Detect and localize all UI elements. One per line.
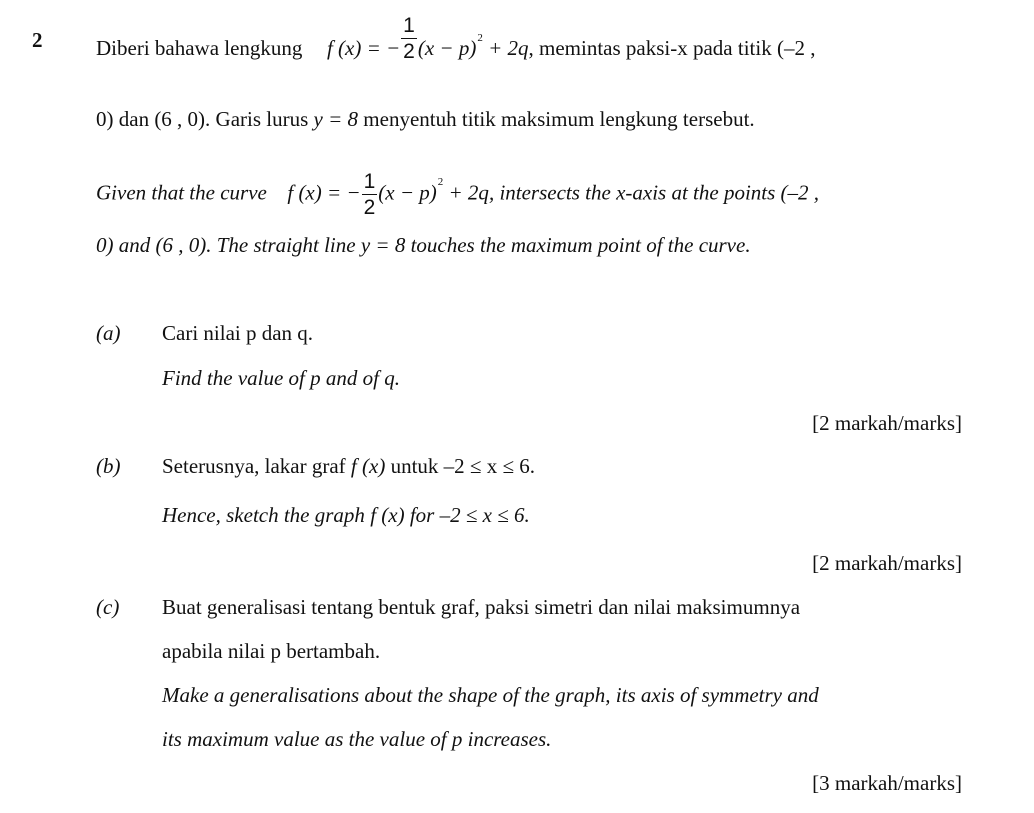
stem-ms-line2-a: 0) dan (6 , 0). Garis lurus [96, 107, 309, 131]
part-b-marks: [2 markah/marks] [812, 551, 962, 575]
question-number: 2 [32, 28, 43, 52]
equation-fraction [401, 15, 417, 62]
fraction-numerator: 1 [403, 13, 415, 37]
part-a-marks: [2 markah/marks] [812, 411, 962, 435]
stem-ms-line2 [96, 109, 755, 130]
part-b-en [162, 505, 530, 526]
equation-inner-en: (x − p) [378, 180, 437, 205]
stem-ms-line2-b: menyentuh titik maksimum lengkung tersebut. [363, 107, 755, 131]
equation-tail: + 2q [488, 36, 529, 60]
equation-inner: (x − p) [417, 36, 477, 60]
fraction-numerator-en: 1 [363, 170, 376, 193]
equation-power: 2 [477, 32, 483, 44]
equation-lhs-en: f (x) = − [287, 180, 361, 205]
part-c-marks: [3 markah/marks] [812, 771, 962, 795]
part-b-label: (b) [96, 454, 121, 478]
part-b-ms-after: untuk –2 ≤ x ≤ 6. [390, 454, 535, 478]
part-c-en-line2: its maximum value as the value of p increases. [162, 727, 552, 751]
stem-ms-line1-after: , memintas paksi-x pada titik (–2 , [528, 36, 816, 60]
fraction-denominator-en: 2 [363, 196, 376, 219]
stem-ms-line1-before: Diberi bahawa lengkung [96, 36, 303, 60]
part-b-ms-before: Seterusnya, lakar graf [162, 454, 346, 478]
stem-en-line2-b: touches the maximum point of the curve. [410, 233, 751, 257]
part-a-label: (a) [96, 321, 121, 345]
part-c-en-line1: Make a generalisations about the shape of the graph, its axis of symmetry and [162, 683, 819, 707]
stem-en-line2-a: 0) and (6 , 0). The straight line [96, 233, 356, 257]
equation-fraction-en [362, 171, 378, 218]
stem-en-line1 [96, 171, 819, 218]
stem-en-line1-after: , intersects the x-axis at the points (–2 , [488, 180, 820, 205]
line-equation-en: y = 8 [360, 233, 406, 257]
equation-tail-en: + 2q [448, 180, 489, 205]
equation-power-en: 2 [437, 176, 444, 189]
part-a-ms: Cari nilai p dan q. [162, 321, 314, 345]
equation-lhs: f (x) = − [326, 36, 401, 60]
part-b-en-after: for –2 ≤ x ≤ 6. [409, 503, 530, 527]
part-a-en: Find the value of p and of q. [162, 366, 400, 390]
stem-ms-line1 [96, 13, 816, 63]
part-b-en-before: Hence, sketch the graph [162, 503, 365, 527]
fraction-denominator: 2 [403, 39, 415, 63]
part-b-ms [162, 456, 535, 477]
stem-en-line2 [96, 235, 751, 256]
part-c-ms-line1: Buat generalisasi tentang bentuk graf, paksi simetri dan nilai maksimumnya [162, 595, 801, 619]
part-b-ms-fx: f (x) [350, 454, 386, 478]
part-b-en-fx: f (x) [370, 503, 405, 527]
part-c-label: (c) [96, 595, 120, 619]
stem-en-line1-before: Given that the curve [96, 180, 267, 205]
part-c-ms-line2: apabila nilai p bertambah. [162, 639, 381, 663]
line-equation: y = 8 [313, 107, 359, 131]
